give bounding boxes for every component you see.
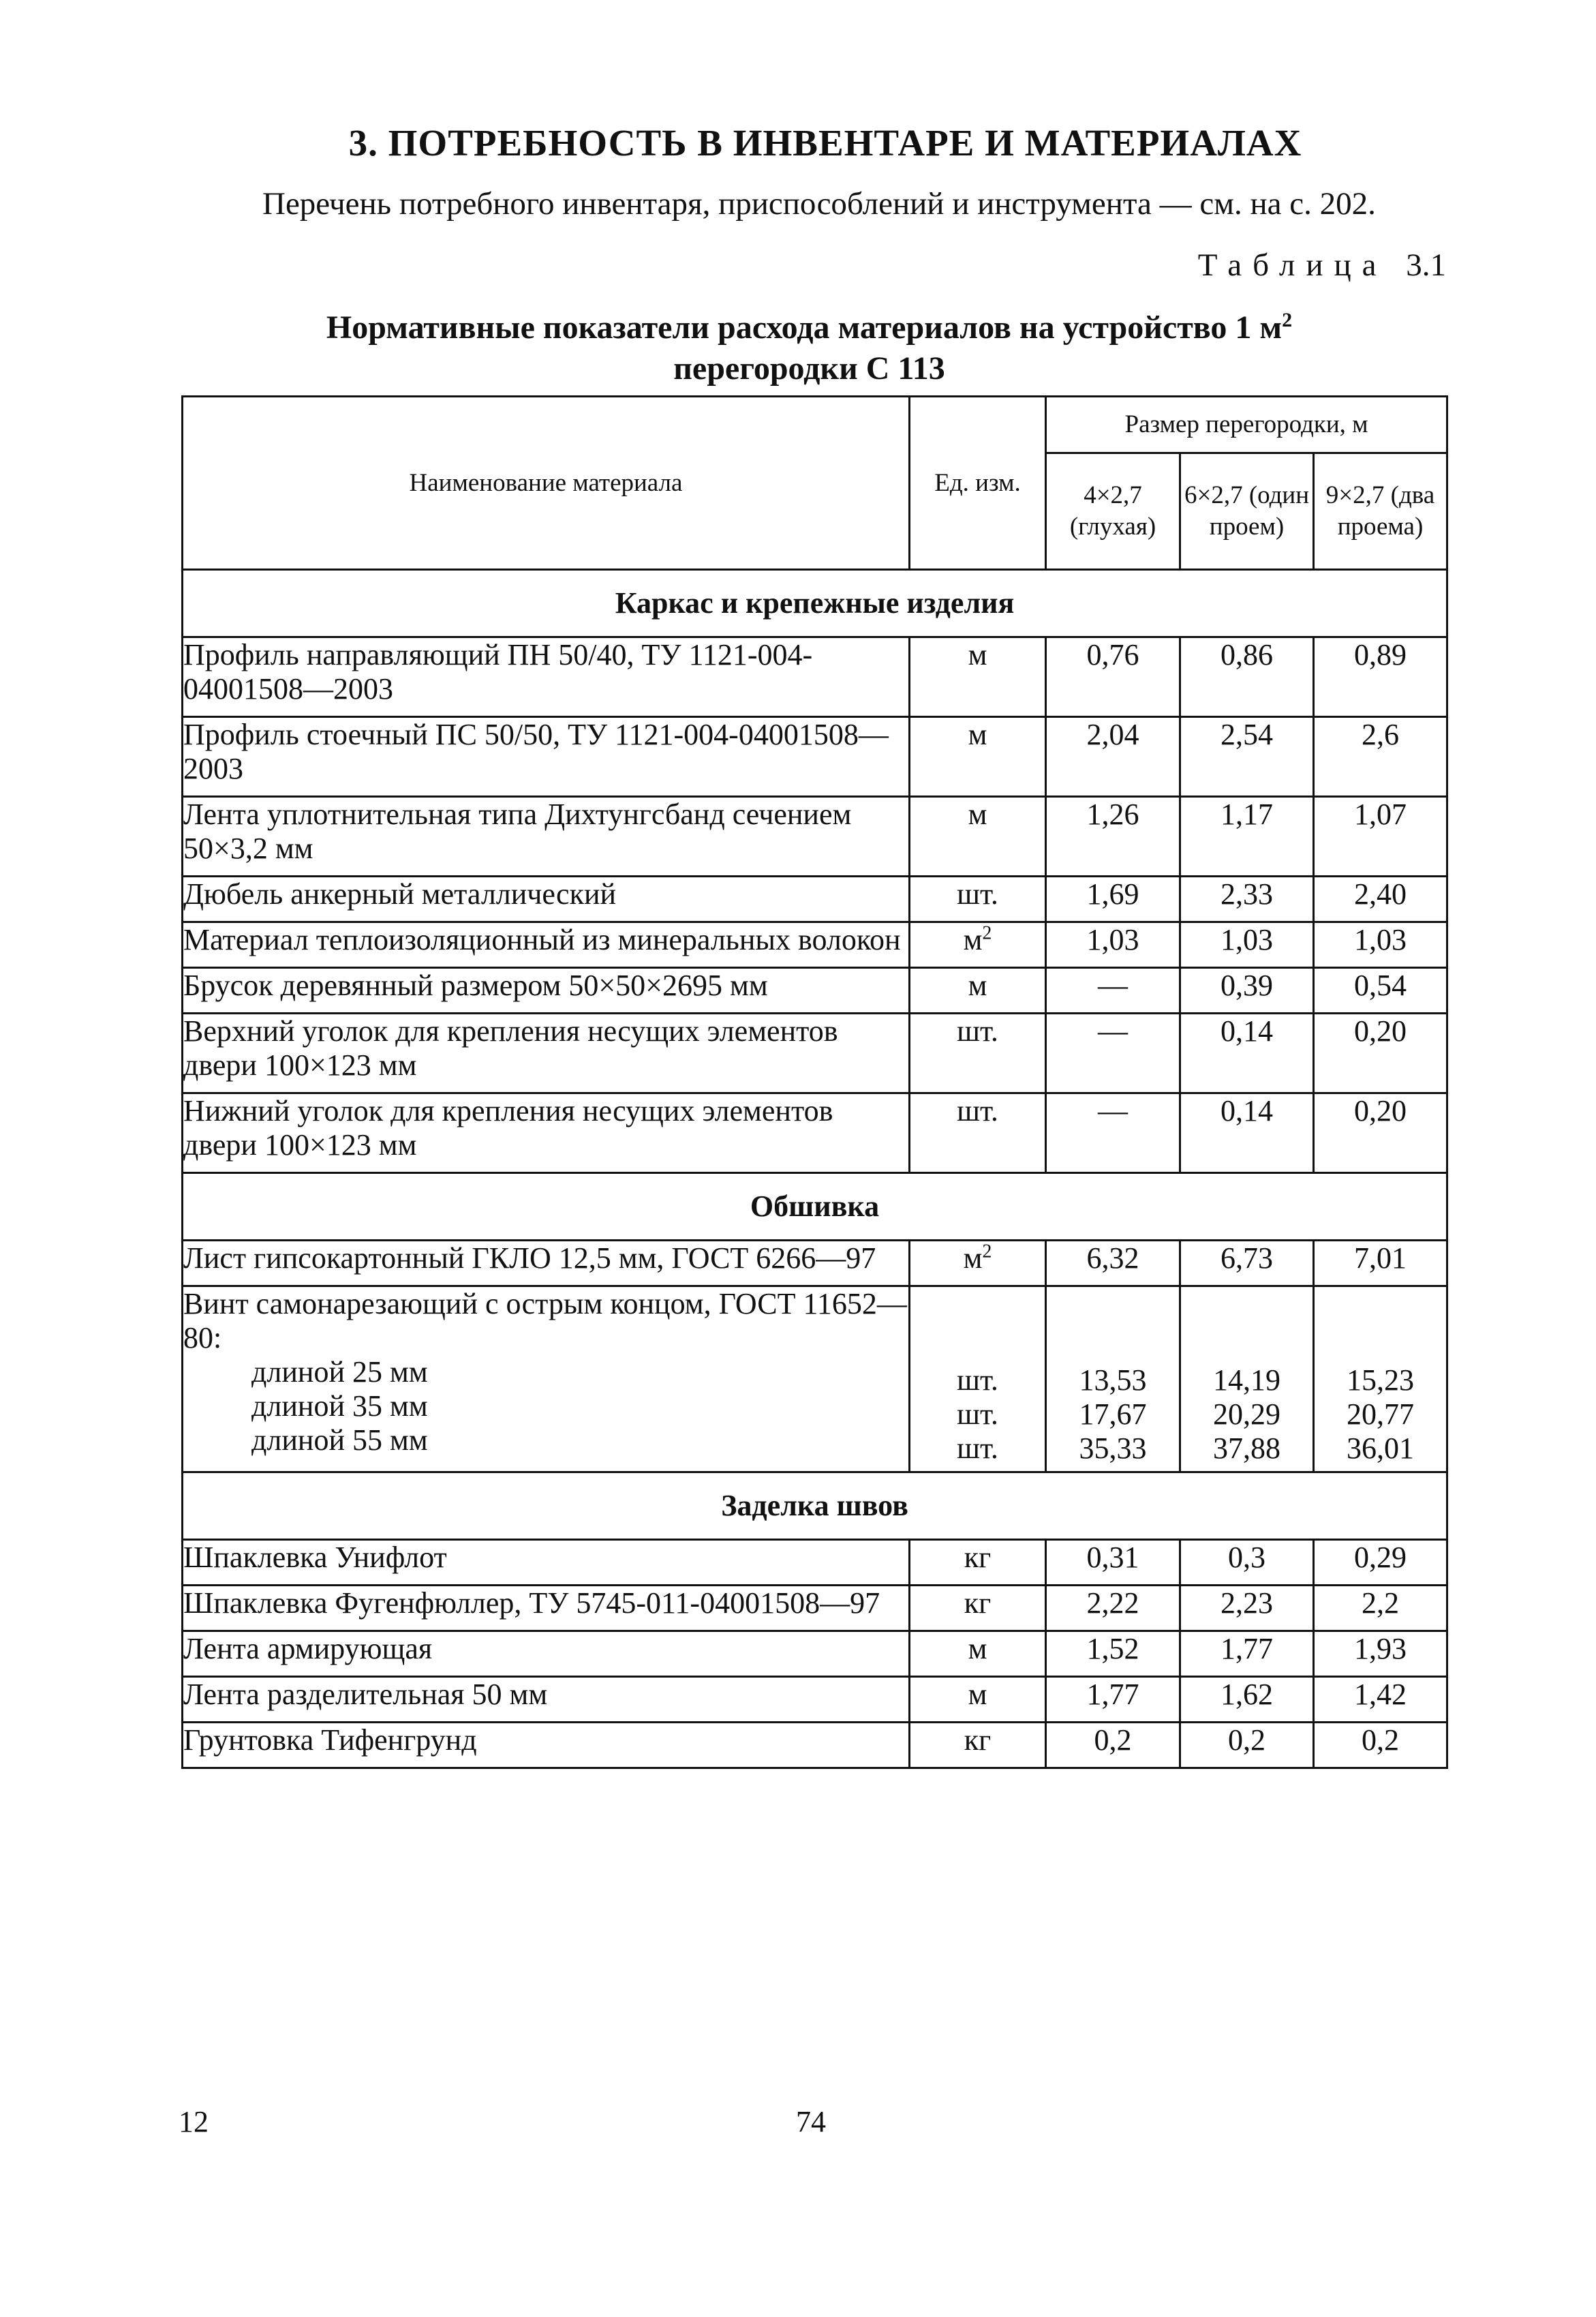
unit-cell: м — [910, 797, 1046, 877]
value-col-2 — [1180, 1286, 1314, 1472]
value-col-1: 0,76 — [1046, 637, 1180, 717]
table-label-number: 3.1 — [1406, 247, 1446, 283]
screw-value: 20,77 — [1347, 1397, 1415, 1431]
unit-cell: шт. — [910, 1014, 1046, 1093]
value-col-1: 1,77 — [1046, 1677, 1180, 1723]
value-col-3: 1,42 — [1314, 1677, 1447, 1723]
value-col-2: 0,14 — [1180, 1014, 1314, 1093]
value-col-3: 7,01 — [1314, 1241, 1447, 1286]
value-col-3: 1,93 — [1314, 1631, 1447, 1677]
value-col-1: 1,52 — [1046, 1631, 1180, 1677]
section-row — [183, 1173, 1447, 1241]
screw-value: 14,19 — [1213, 1363, 1280, 1397]
table-row — [183, 1241, 1447, 1286]
screw-value: 20,29 — [1213, 1397, 1280, 1431]
table-label-word: Таблица — [1197, 247, 1387, 283]
table-row — [183, 1631, 1447, 1677]
unit-cell: м — [910, 1677, 1046, 1723]
table-row — [183, 1540, 1447, 1586]
table-row — [183, 637, 1447, 717]
screw-value: 36,01 — [1347, 1432, 1415, 1465]
value-col-3: 2,40 — [1314, 877, 1447, 922]
screw-value: 37,88 — [1213, 1432, 1280, 1465]
screw-length-label: длиной 35 мм — [251, 1389, 428, 1423]
table-row — [183, 1677, 1447, 1723]
table-row-screw — [183, 1286, 1447, 1472]
value-col-3: 1,07 — [1314, 797, 1447, 877]
unit-cell: м — [910, 968, 1046, 1014]
table-caption — [170, 300, 1448, 389]
table-row — [183, 877, 1447, 922]
value-col-1: — — [1046, 1014, 1180, 1093]
section-row — [183, 1472, 1447, 1540]
value-col-2: 1,03 — [1180, 922, 1314, 968]
section-title: 3. ПОТРЕБНОСТЬ В ИНВЕНТАРЕ И МАТЕРИАЛАХ — [348, 122, 1302, 164]
value-col-3: 2,2 — [1314, 1586, 1447, 1631]
section-title-cell: Обшивка — [183, 1173, 1447, 1241]
material-name: Верхний уголок для крепления несущих элементов двери 100×123 мм — [183, 1014, 910, 1093]
header-name: Наименование материала — [183, 397, 910, 570]
screw-value: шт. — [957, 1397, 998, 1431]
value-col-2: 0,14 — [1180, 1093, 1314, 1173]
value-col-3: 0,20 — [1314, 1093, 1447, 1173]
table-row — [183, 797, 1447, 877]
material-name: Нижний уголок для крепления несущих элементов двери 100×123 мм — [183, 1093, 910, 1173]
value-col-2: 0,3 — [1180, 1540, 1314, 1586]
value-col-3: 0,89 — [1314, 637, 1447, 717]
header-col-2: 6×2,7 (один проем) — [1180, 453, 1314, 570]
value-col-2: 1,62 — [1180, 1677, 1314, 1723]
value-col-2: 2,54 — [1180, 717, 1314, 797]
table-row — [183, 1723, 1447, 1768]
caption-superscript: 2 — [1282, 309, 1293, 331]
table-row — [183, 922, 1447, 968]
subtitle: Перечень потребного инвентаря, приспособлений и инструмента — см. на с. 202. — [262, 186, 1376, 222]
value-col-1: 0,31 — [1046, 1540, 1180, 1586]
unit-cell: $м^2$ — [910, 1241, 1046, 1286]
value-col-2: 6,73 — [1180, 1241, 1314, 1286]
material-name: Шпаклевка Унифлот — [183, 1540, 910, 1586]
unit-cell: м — [910, 717, 1046, 797]
material-name: Профиль стоечный ПС 50/50, ТУ 1121-004-04001508—2003 — [183, 717, 910, 797]
value-col-2: 1,77 — [1180, 1631, 1314, 1677]
footer-page-left: 12 — [179, 2105, 209, 2138]
material-name: Материал теплоизоляционный из минеральных волокон — [183, 922, 910, 968]
screw-length-label: длиной 25 мм — [251, 1355, 428, 1389]
value-col-3: 0,20 — [1314, 1014, 1447, 1093]
value-col-1: 1,26 — [1046, 797, 1180, 877]
value-col-3: 0,29 — [1314, 1540, 1447, 1586]
caption-line-1: Нормативные показатели расхода материалов на устройство 1 м — [326, 309, 1283, 346]
section-title-cell: Каркас и крепежные изделия — [183, 570, 1447, 637]
value-col-3: 0,2 — [1314, 1723, 1447, 1768]
value-col-2: 0,2 — [1180, 1723, 1314, 1768]
table-row — [183, 1586, 1447, 1631]
table-body — [183, 570, 1447, 1768]
value-col-1: 2,22 — [1046, 1586, 1180, 1631]
value-col-2: 2,23 — [1180, 1586, 1314, 1631]
material-name: Лента уплотнительная типа Дихтунгсбанд сечением 50×3,2 мм — [183, 797, 910, 877]
screw-value: 13,53 — [1079, 1363, 1147, 1397]
value-col-1: 0,2 — [1046, 1723, 1180, 1768]
material-name: Лента армирующая — [183, 1631, 910, 1677]
header-col-3: 9×2,7 (два проема) — [1314, 453, 1447, 570]
screw-length-label: длиной 55 мм — [251, 1423, 428, 1457]
caption-line-2: перегородки С 113 — [673, 350, 945, 387]
value-col-1: 6,32 — [1046, 1241, 1180, 1286]
value-col-1: — — [1046, 968, 1180, 1014]
header-unit: Ед. изм. — [910, 397, 1046, 570]
value-col-2: 0,86 — [1180, 637, 1314, 717]
value-col-3: 2,6 — [1314, 717, 1447, 797]
unit-cell: м — [910, 1631, 1046, 1677]
material-name: Профиль направляющий ПН 50/40, ТУ 1121-004-04001508—2003 — [183, 637, 910, 717]
table-row — [183, 1093, 1447, 1173]
value-col-3 — [1314, 1286, 1447, 1472]
screw-value: 15,23 — [1347, 1363, 1415, 1397]
table-label — [1198, 247, 1446, 284]
footer-page-number: 74 — [796, 2105, 826, 2138]
unit-cell: м — [910, 637, 1046, 717]
unit-cell: кг — [910, 1723, 1046, 1768]
screw-value: шт. — [957, 1432, 998, 1465]
table-row — [183, 717, 1447, 797]
value-col-3: 0,54 — [1314, 968, 1447, 1014]
section-title-cell: Заделка швов — [183, 1472, 1447, 1540]
table-row — [183, 968, 1447, 1014]
unit-cell: кг — [910, 1540, 1046, 1586]
material-name — [183, 1286, 910, 1472]
value-col-2: 0,39 — [1180, 968, 1314, 1014]
header-size-group: Размер перегородки, м — [1046, 397, 1447, 453]
material-name: Лист гипсокартонный ГКЛО 12,5 мм, ГОСТ 6266—97 — [183, 1241, 910, 1286]
value-col-3: 1,03 — [1314, 922, 1447, 968]
value-col-1: 1,69 — [1046, 877, 1180, 922]
value-col-2: 1,17 — [1180, 797, 1314, 877]
unit-cell: кг — [910, 1586, 1046, 1631]
screw-value: 35,33 — [1079, 1432, 1147, 1465]
value-col-2: 2,33 — [1180, 877, 1314, 922]
screw-value: 17,67 — [1079, 1397, 1147, 1431]
screw-value: шт. — [957, 1363, 998, 1397]
value-col-1 — [1046, 1286, 1180, 1472]
material-name: Брусок деревянный размером 50×50×2695 мм — [183, 968, 910, 1014]
material-name: Дюбель анкерный металлический — [183, 877, 910, 922]
value-col-1: 1,03 — [1046, 922, 1180, 968]
material-name: Лента разделительная 50 мм — [183, 1677, 910, 1723]
value-col-1: 2,04 — [1046, 717, 1180, 797]
unit-cell: шт. — [910, 877, 1046, 922]
materials-table — [181, 395, 1448, 1769]
material-name: Грунтовка Тифенгрунд — [183, 1723, 910, 1768]
header-col-1: 4×2,7 (глухая) — [1046, 453, 1180, 570]
section-row — [183, 570, 1447, 637]
unit-cell — [910, 1286, 1046, 1472]
material-name: Шпаклевка Фугенфюллер, ТУ 5745-011-04001508—97 — [183, 1586, 910, 1631]
screw-title: Винт самонарезающий с острым концом, ГОСТ 11652—80: — [183, 1287, 907, 1354]
unit-cell: $м^2$ — [910, 922, 1046, 968]
value-col-1: — — [1046, 1093, 1180, 1173]
table-row — [183, 1014, 1447, 1093]
unit-cell: шт. — [910, 1093, 1046, 1173]
